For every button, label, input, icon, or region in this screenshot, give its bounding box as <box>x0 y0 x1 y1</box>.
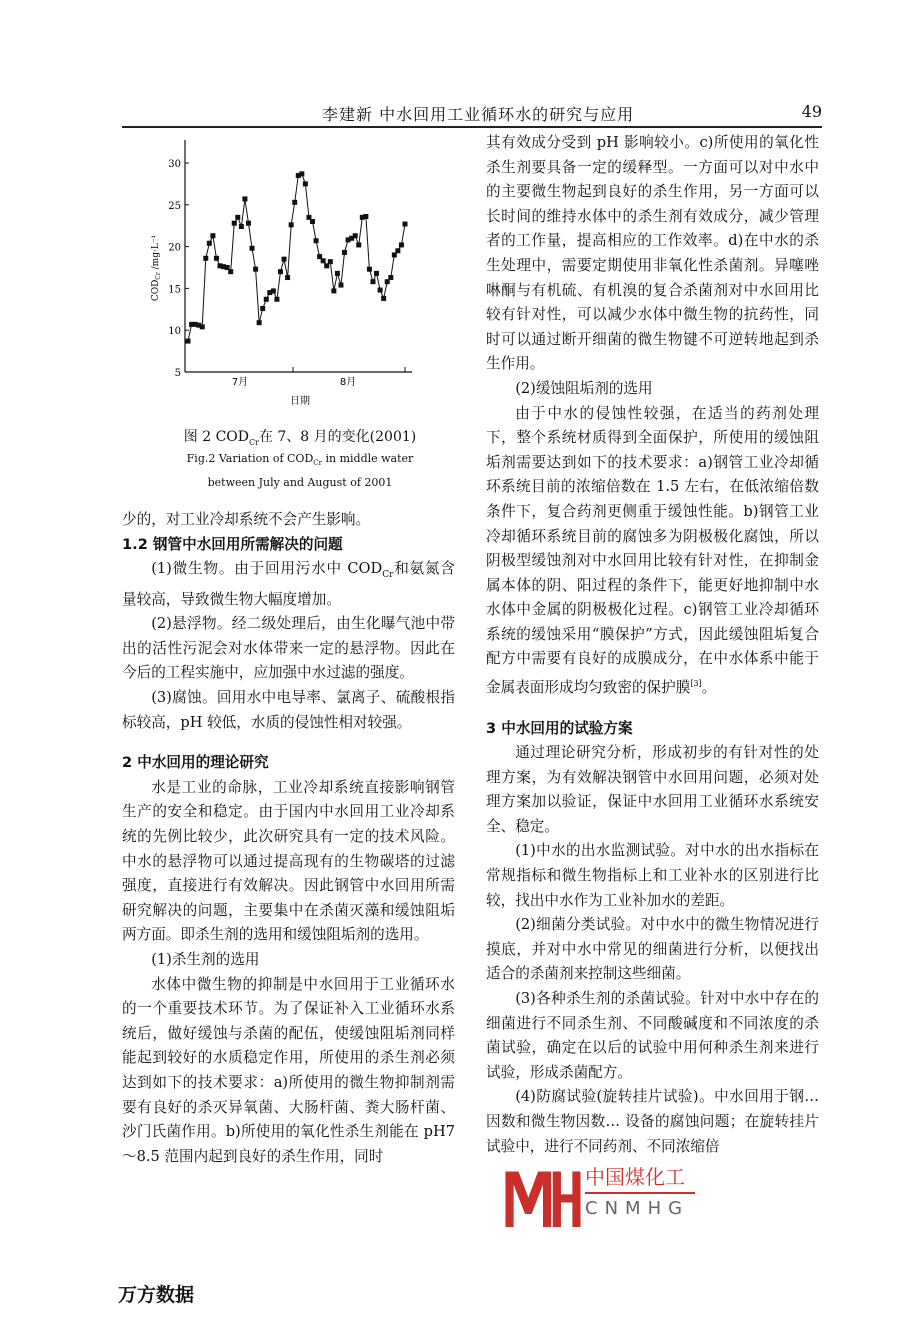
running-title: 李建新 中水回用工业循环水的研究与应用 <box>322 105 635 124</box>
subscript: Cr <box>382 570 394 581</box>
paragraph: (3)各种杀生剂的杀菌试验。针对中水中存在的细菌进行不同杀生剂、不同酸碱度和不同浓度的杀菌试验，确定在以后的试验中用何种杀生剂来进行试验，形成杀菌配方。 <box>486 990 819 1081</box>
caption-text: 在 7、8 月的变化(2001) <box>258 429 417 445</box>
paragraph: (1)中水的出水监测试验。对中水的出水指标在常规指标和微生物指标上和工业补水的区别进行比较，找出中水作为工业补加水的差距。 <box>486 842 819 909</box>
x-axis-label: 日期 <box>290 396 310 407</box>
left-column <box>122 508 455 1169</box>
y-tick-label: 25 <box>168 200 181 212</box>
data-point <box>228 269 233 274</box>
data-point <box>399 242 404 247</box>
y-axis-label: $COD_{Cr}$ /mg·L⁻¹ <box>151 234 162 302</box>
data-point <box>395 248 400 253</box>
data-point <box>186 339 191 344</box>
data-point <box>363 214 368 219</box>
series-line <box>188 174 405 341</box>
data-point <box>289 222 294 227</box>
data-point <box>381 296 386 301</box>
data-point <box>242 196 247 201</box>
paragraph: (3)腐蚀。回用水中电导率、氯离子、硫酸根指标较高，pH 较低，水质的侵蚀性相对较强。 <box>122 689 455 731</box>
y-tick-label: 30 <box>168 159 181 170</box>
data-point <box>232 221 237 226</box>
section-heading-2: 2 中水回用的理论研究 <box>122 754 269 772</box>
data-point <box>378 288 383 293</box>
data-point <box>207 241 212 246</box>
data-point <box>278 269 283 274</box>
data-point <box>374 271 379 276</box>
data-point <box>342 250 347 255</box>
data-point <box>214 256 219 261</box>
data-point <box>292 200 297 205</box>
paragraph: (4)防腐试验(旋转挂片试验)。中水回用于钢… 因数和微生物因数… 设备的腐蚀问题；在旋转挂片试验中，进行不同药剂、不同浓缩倍 <box>486 1088 819 1155</box>
y-tick-label: 10 <box>168 326 181 338</box>
footer-source: 万方数据 <box>118 1284 195 1306</box>
data-point <box>246 221 251 226</box>
text: 和氨氮含量较高，导致微生物大幅度增加。 <box>122 560 455 608</box>
data-point <box>370 279 375 284</box>
text: 。 <box>701 678 717 696</box>
data-point <box>367 267 372 272</box>
y-tick-label: 5 <box>174 368 181 379</box>
data-point <box>274 297 279 302</box>
paragraph: (2)缓蚀阻垢剂的选用 <box>515 379 653 397</box>
section-heading-3: 3 中水回用的试验方案 <box>486 719 633 737</box>
y-tick-label: 15 <box>168 284 181 296</box>
data-point <box>403 222 408 227</box>
text: (1)微生物。由于回用污水中 COD <box>151 560 383 578</box>
chart-series <box>186 171 408 343</box>
y-tick-label: 20 <box>168 242 181 254</box>
data-point <box>356 242 361 247</box>
paragraph: 水体中微生物的抑制是中水回用于工业循环水的一个重要技术环节。为了保证补入工业循环水系统后，做好缓蚀与杀菌的配伍，使缓蚀阻垢剂同样能起到较好的水质稳定作用，所使用的杀生剂必须达到如下的技术要求：a)所使用的微生物抑制剂需要有良好的杀灭异氧菌、大肠杆菌、粪大肠杆菌、沙门氏菌作用。b)所使用的氧化性杀生剂能在 pH7～8.5 范围内起到良好的杀生作用，同时 <box>122 975 455 1165</box>
paragraph: 其有效成分受到 pH 影响较小。c)所使用的氧化性杀生剂要具备一定的缓释型。一方面可以对中水中的主要微生物起到良好的杀生作用，另一方面可以长时间的维持水体中的杀生剂有效成分，减少管理者的工作量，提高相应的工作效率。d)在中水的杀生处理中，需要定期使用非氧化性杀菌剂。异噻唑啉酮与有机硫、有机溴的复合杀菌剂对中水回用比较有针对性，可以减少水体中微生物的抗药性，同时可以通过断开细菌的微生物键不可逆转地起到杀生作用。 <box>486 134 819 373</box>
data-point <box>335 271 340 276</box>
caption-text: Fig.2 Variation of COD <box>186 452 314 465</box>
data-point <box>321 258 326 263</box>
data-point <box>331 288 336 293</box>
paragraph: 少的，对工业冷却系统不会产生影响。 <box>122 511 371 528</box>
caption-text: in middle water <box>321 452 414 465</box>
figure-caption-en <box>150 452 450 467</box>
page-number: 49 <box>801 102 822 121</box>
data-point <box>253 267 258 272</box>
paragraph <box>122 557 455 612</box>
data-point <box>328 259 333 264</box>
cod-chart <box>150 140 430 420</box>
right-column <box>486 131 819 1227</box>
data-point <box>257 320 262 325</box>
data-point <box>271 288 276 293</box>
figure-caption-en-line2: between July and August of 2001 <box>207 476 393 489</box>
data-point <box>260 306 265 311</box>
data-point <box>282 257 287 262</box>
paragraph: 通过理论研究分析，形成初步的有针对性的处理方案，为有效解决钢管中水回用问题，必须对处理方案加以验证，保证中水回用工业循环水系统安全、稳定。 <box>486 744 819 835</box>
data-point <box>200 324 205 329</box>
citation: [3] <box>690 679 702 689</box>
caption-sub: Cr <box>249 437 259 447</box>
logo-divider <box>585 1192 695 1194</box>
mh-logo-icon <box>503 1165 583 1227</box>
data-point <box>338 283 343 288</box>
paragraph: (1)杀生剂的选用 <box>151 951 260 968</box>
data-point <box>264 297 269 302</box>
logo-text-en: CNMHG <box>585 1198 690 1220</box>
caption-sub: Cr <box>313 459 322 468</box>
data-point <box>210 233 215 238</box>
paragraph: (2)细菌分类试验。对中水中的微生物情况进行摸底，并对中水中常见的细菌进行分析，以便找出适合的杀菌剂来控制这些细菌。 <box>486 916 819 983</box>
data-point <box>239 224 244 229</box>
data-point <box>314 238 319 243</box>
data-point <box>285 275 290 280</box>
data-point <box>388 275 393 280</box>
figure-caption-cn <box>150 426 450 447</box>
data-point <box>303 181 308 186</box>
data-point <box>203 256 208 261</box>
logo-text-cn: 中国煤化工 <box>585 1165 685 1190</box>
running-header <box>122 100 822 128</box>
caption-text: 图 2 COD <box>183 429 249 445</box>
paragraph <box>486 402 819 701</box>
x-tick-label: 7月 <box>231 377 249 388</box>
data-point <box>235 215 240 220</box>
paragraph: 水是工业的命脉，工业冷却系统直接影响钢管生产的安全和稳定。由于国内中水回用工业冷却系统的先例比较少，此次研究具有一定的技术风险。中水的悬浮物可以通过提高现有的生物碳塔的过滤强度，直接进行有效解决。因此钢管中水回用所需研究解决的问题，主要集中在杀菌灭藻和缓蚀阻垢两方面。即杀生剂的选用和缓蚀阻垢剂的选用。 <box>122 778 455 944</box>
data-point <box>299 171 304 176</box>
watermark-logo <box>503 1165 703 1227</box>
paragraph: (2)悬浮物。经二级处理后，由生化曝气池中带出的活性污泥会对水体带来一定的悬浮物。因此在今后的工程实施中，应加强中水过滤的强度。 <box>122 615 455 682</box>
text: 由于中水的侵蚀性较强，在适当的药剂处理下，整个系统材质得到全面保护，所使用的缓蚀阻垢剂需要达到如下的技术要求：a)钢管工业冷却循环系统目前的浓缩倍数在 1.5 左右，在低浓缩倍数条件下，复合药剂更侧重于缓蚀性能。b)钢管工业冷却循环系统目前的腐蚀多为阴极极化腐蚀，所以阴极型缓蚀剂对中水回用比较有针对性，在抑制金属本体的阴、阳过程的条件下，能更好地抑制中水水体中金属的阴极极化过程。c)钢管工业冷却循环系统的缓蚀采用“膜保护”方式，因此缓蚀阻垢复合配方中需要有良好的成膜成分，在中水体系中能于金属表面形成均匀致密的保护膜 <box>486 404 819 696</box>
x-tick-label: 8月 <box>339 377 357 388</box>
data-point <box>250 246 255 251</box>
data-point <box>353 233 358 238</box>
data-point <box>310 219 315 224</box>
section-heading-1-2: 1.2 钢管中水回用所需解决的问题 <box>122 535 343 553</box>
